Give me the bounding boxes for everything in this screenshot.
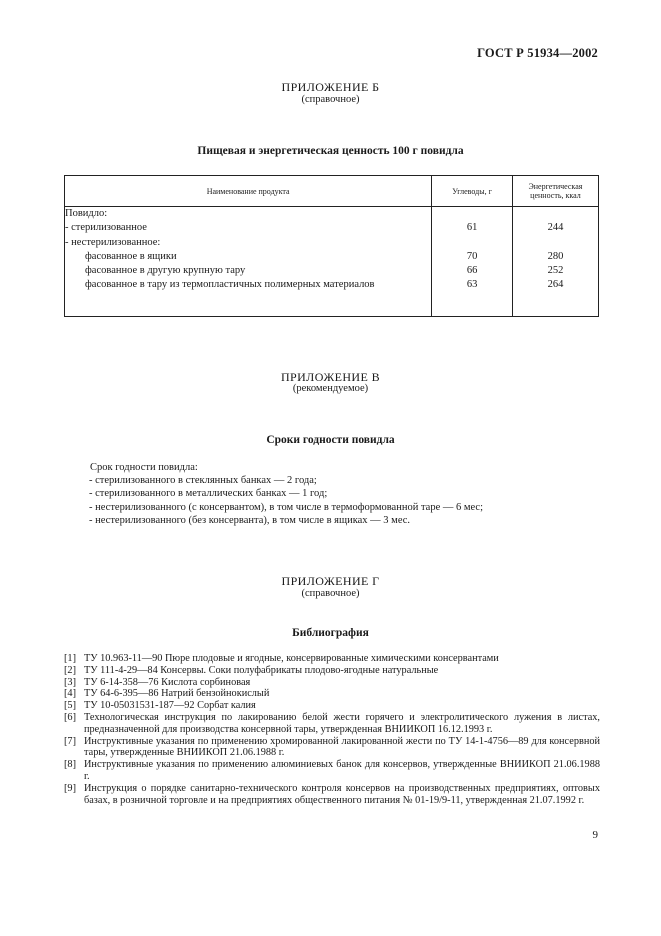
- shelf-life-line: - стерилизованного в металлических банках — 1 год;: [89, 488, 328, 500]
- carb-value: 66: [466, 265, 478, 277]
- energy-value: 244: [547, 222, 564, 234]
- bibliography-text: ТУ 6-14-358—76 Кислота сорбиновая: [84, 676, 251, 688]
- product-names-column: [65, 207, 432, 317]
- bibliography-item: [64, 700, 600, 712]
- energy-value: [513, 207, 598, 221]
- bibliography-item: [64, 712, 600, 736]
- shelf-life-line: Срок годности повидла:: [90, 462, 198, 473]
- energy-value: 252: [547, 265, 564, 277]
- product-name: - стерилизованное: [65, 222, 147, 234]
- bibliography-item: [64, 759, 600, 783]
- energy-values-column: [512, 207, 598, 317]
- shelf-life-line: - нестерилизованного (с консервантом), в том числе в термоформованной таре — 6 мес;: [89, 501, 483, 513]
- bibliography-number: [1]: [64, 653, 77, 664]
- appendix-v-title: Сроки годности повидла: [266, 434, 395, 446]
- bibliography-item: [64, 677, 600, 689]
- product-name: Повидло:: [65, 208, 108, 219]
- bibliography-text: Инструктивные указания по применению хромированной лакированной жести по ТУ 14-1-4756—89 для консервной тары, утвержденные ВНИИКОП 21.06.1988 г.: [84, 735, 600, 759]
- appendix-b-title: Пищевая и энергетическая ценность 100 г повидла: [197, 145, 464, 157]
- carb-value: 63: [466, 279, 478, 291]
- bibliography-item: [64, 653, 600, 665]
- energy-value: 280: [547, 250, 564, 262]
- appendix-v-heading: ПРИЛОЖЕНИЕ В: [280, 370, 381, 384]
- table-header-row: [65, 176, 599, 207]
- product-name: фасованное в другую крупную тару: [85, 265, 246, 277]
- bibliography-item: [64, 736, 600, 760]
- shelf-life-line: - нестерилизованного (без консерванта), в том числе в ящиках — 3 мес.: [89, 514, 411, 526]
- page-number: 9: [592, 829, 598, 841]
- bibliography-number: [9]: [64, 782, 77, 794]
- appendix-b-heading: ПРИЛОЖЕНИЕ Б: [281, 80, 380, 94]
- shelf-life-line: - стерилизованного в стеклянных банках — 2 года;: [89, 475, 317, 487]
- product-name: фасованное в тару из термопластичных полимерных материалов: [85, 279, 375, 291]
- bibliography-item: [64, 665, 600, 677]
- bibliography-number: [4]: [64, 688, 77, 700]
- bibliography-item: [64, 688, 600, 700]
- product-name: - нестерилизованное:: [65, 236, 161, 248]
- bibliography-text: ТУ 111-4-29—84 Консервы. Соки полуфабрикаты плодово-ягодные натуральные: [84, 664, 439, 676]
- carb-value: [432, 207, 512, 221]
- standard-designation: ГОСТ Р 51934—2002: [477, 46, 598, 60]
- col-header-name: Наименование продукта: [65, 176, 432, 207]
- bibliography-number: [5]: [64, 700, 77, 712]
- bibliography-text: Инструкция о порядке санитарно-технического контроля консервов на производственных предприятиях, оптовых базах, в розничной торговле и на предприятиях общественного питания № 01-19/9-11, утвержденная 21.07.1992 г.: [84, 782, 600, 806]
- bibliography-text: ТУ 64-6-395—86 Натрий бензойнокислый: [84, 688, 270, 700]
- bibliography-text: Инструктивные указания по применению алюминиевых банок для консервов, утвержденные ВНИИКОП 21.06.1988 г.: [84, 759, 600, 782]
- shelf-life-text: [90, 461, 483, 527]
- bibliography-number: [2]: [64, 664, 77, 676]
- appendix-g-title: Библиография: [292, 627, 369, 639]
- carb-values-column: [432, 207, 513, 317]
- energy-value: [513, 236, 598, 250]
- appendix-b-type: (справочное): [301, 94, 360, 105]
- col-header-energy-line2: ценность, ккал: [530, 191, 581, 200]
- bibliography-number: [3]: [64, 676, 77, 688]
- carb-value: 61: [466, 222, 478, 234]
- col-header-carb: Углеводы, г: [432, 176, 513, 207]
- bibliography-item: [64, 783, 600, 807]
- nutrition-table: [64, 175, 599, 317]
- col-header-energy-line1: Энергетическая: [528, 182, 583, 191]
- bibliography-text: ТУ 10-05031531-187—92 Сорбат калия: [84, 700, 256, 712]
- appendix-g-type: (справочное): [301, 588, 360, 599]
- table-body-row: [65, 207, 599, 317]
- bibliography-number: [8]: [64, 759, 77, 771]
- bibliography-list: [64, 653, 600, 806]
- appendix-g-heading: ПРИЛОЖЕНИЕ Г: [281, 574, 380, 588]
- bibliography-text: Технологическая инструкция по лакированию белой жести горячего и электролитического лужения в листах, предназначенной для производства консервной тары, утвержденная ВНИИКОП 16.12.1993 г.: [84, 711, 600, 735]
- bibliography-number: [6]: [64, 711, 77, 723]
- bibliography-number: [7]: [64, 735, 77, 747]
- carb-value: 70: [466, 250, 478, 262]
- bibliography-text: ТУ 10.963-11—90 Пюре плодовые и ягодные, консервированные химическими консервантами: [84, 653, 499, 664]
- product-name: фасованное в ящики: [85, 250, 177, 262]
- col-header-energy: [512, 176, 598, 207]
- appendix-v-type: (рекомендуемое): [292, 383, 369, 394]
- carb-value: [432, 236, 512, 250]
- energy-value: 264: [547, 279, 564, 291]
